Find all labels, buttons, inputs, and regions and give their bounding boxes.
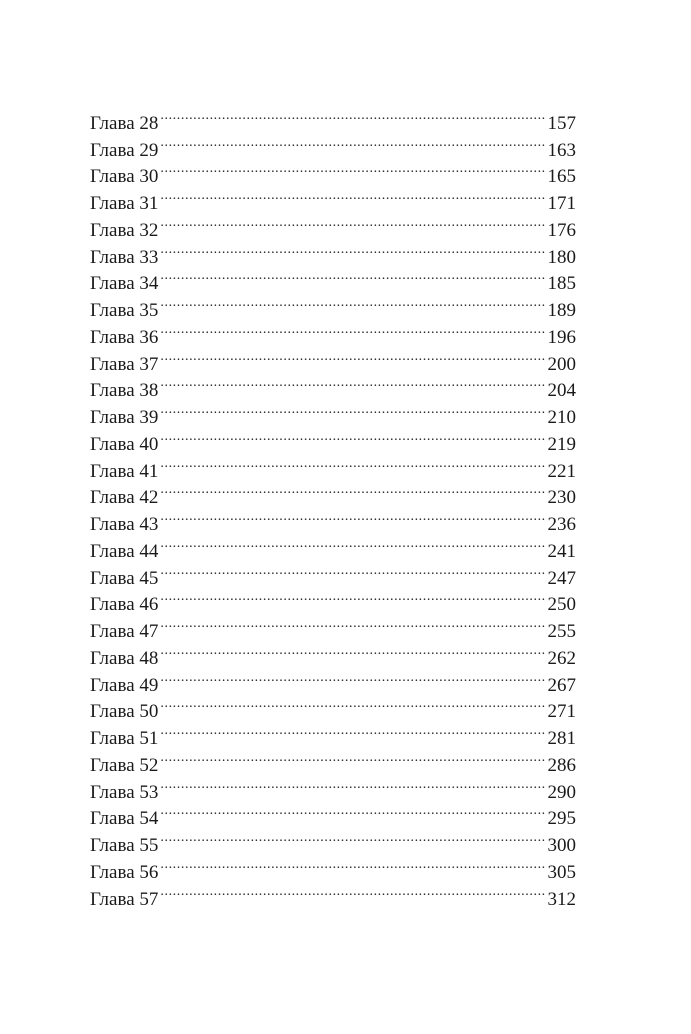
chapter-title: Глава 37 (90, 353, 159, 375)
page-number: 312 (547, 888, 576, 910)
toc-entry[interactable] (90, 182, 576, 214)
page-number: 185 (547, 273, 576, 295)
chapter-title: Глава 33 (90, 246, 159, 268)
toc-entry[interactable] (90, 102, 576, 134)
chapter-title: Глава 46 (90, 594, 159, 616)
toc-entry[interactable] (90, 691, 576, 723)
page-number: 305 (547, 861, 576, 883)
dot-leader (160, 289, 544, 316)
dot-leader (160, 771, 544, 798)
page-number: 255 (547, 621, 576, 642)
page-number: 300 (547, 835, 576, 856)
dot-leader (160, 396, 544, 423)
chapter-title: Глава 36 (90, 326, 159, 348)
dot-leader (160, 236, 544, 263)
page-number: 157 (547, 112, 576, 134)
toc-entry[interactable] (90, 664, 576, 696)
chapter-title: Глава 42 (90, 487, 159, 509)
toc-entry[interactable] (90, 289, 576, 321)
page-number: 189 (547, 300, 576, 321)
chapter-title: Глава 35 (90, 300, 159, 321)
chapter-title: Глава 43 (90, 514, 159, 535)
dot-leader (160, 824, 544, 851)
toc-entry[interactable] (90, 263, 576, 295)
page-number: 171 (547, 193, 576, 214)
dot-leader (160, 423, 544, 450)
toc-entry[interactable] (90, 236, 576, 268)
page-number: 219 (547, 433, 576, 455)
page-number: 281 (547, 728, 576, 749)
page-number: 165 (547, 166, 576, 188)
chapter-title: Глава 28 (90, 112, 159, 134)
page-number: 267 (547, 674, 576, 696)
chapter-title: Глава 48 (90, 647, 159, 669)
page-number: 236 (547, 514, 576, 535)
dot-leader (160, 557, 544, 584)
dot-leader (160, 691, 544, 718)
chapter-title: Глава 31 (90, 193, 159, 214)
toc-entry[interactable] (90, 316, 576, 348)
dot-leader (160, 343, 544, 370)
chapter-title: Глава 38 (90, 380, 159, 402)
chapter-title: Глава 51 (90, 728, 159, 749)
chapter-title: Глава 41 (90, 460, 159, 482)
page-number: 196 (547, 326, 576, 348)
dot-leader (160, 182, 544, 209)
dot-leader (160, 156, 544, 183)
chapter-title: Глава 29 (90, 139, 159, 161)
dot-leader (160, 637, 544, 664)
dot-leader (160, 102, 544, 129)
page-number: 247 (547, 567, 576, 589)
page-number: 176 (547, 219, 576, 241)
toc-entry[interactable] (90, 878, 576, 910)
dot-leader (160, 851, 544, 878)
toc-entry[interactable] (90, 370, 576, 402)
dot-leader (160, 450, 544, 477)
dot-leader (160, 717, 544, 744)
chapter-title: Глава 39 (90, 407, 159, 428)
page-number: 271 (547, 701, 576, 723)
page-number: 262 (547, 647, 576, 669)
toc-entry[interactable] (90, 530, 576, 562)
toc-entry[interactable] (90, 610, 576, 642)
chapter-title: Глава 40 (90, 433, 159, 455)
toc-entry[interactable] (90, 637, 576, 669)
chapter-title: Глава 57 (90, 888, 159, 910)
page-number: 210 (547, 407, 576, 428)
page-number: 180 (547, 246, 576, 268)
chapter-title: Глава 49 (90, 674, 159, 696)
toc-entry[interactable] (90, 156, 576, 188)
chapter-title: Глава 52 (90, 754, 159, 776)
dot-leader (160, 664, 544, 691)
page-number: 221 (547, 460, 576, 482)
toc-entry[interactable] (90, 717, 576, 749)
dot-leader (160, 530, 544, 557)
toc-entry[interactable] (90, 396, 576, 428)
dot-leader (160, 316, 544, 343)
toc-entry[interactable] (90, 584, 576, 616)
toc-entry[interactable] (90, 824, 576, 856)
page-number: 241 (547, 540, 576, 562)
toc-entry[interactable] (90, 744, 576, 776)
chapter-title: Глава 50 (90, 701, 159, 723)
chapter-title: Глава 34 (90, 273, 159, 295)
dot-leader (160, 503, 544, 530)
chapter-title: Глава 45 (90, 567, 159, 589)
toc-entry[interactable] (90, 771, 576, 803)
dot-leader (160, 209, 544, 236)
chapter-title: Глава 47 (90, 621, 159, 642)
toc-entry[interactable] (90, 450, 576, 482)
dot-leader (160, 878, 544, 905)
chapter-title: Глава 53 (90, 781, 159, 803)
dot-leader (160, 370, 544, 397)
toc-entry[interactable] (90, 343, 576, 375)
page-number: 163 (547, 139, 576, 161)
chapter-title: Глава 32 (90, 219, 159, 241)
page-number: 230 (547, 487, 576, 509)
page-number: 286 (547, 754, 576, 776)
toc-entry[interactable] (90, 851, 576, 883)
toc-entry[interactable] (90, 503, 576, 535)
chapter-title: Глава 44 (90, 540, 159, 562)
page-number: 250 (547, 594, 576, 616)
dot-leader (160, 610, 544, 637)
page-number: 290 (547, 781, 576, 803)
toc-entry[interactable] (90, 423, 576, 455)
chapter-title: Глава 54 (90, 808, 159, 830)
toc-entry[interactable] (90, 129, 576, 161)
dot-leader (160, 129, 544, 156)
dot-leader (160, 477, 544, 504)
page-number: 200 (547, 353, 576, 375)
table-of-contents (90, 102, 576, 910)
toc-entry[interactable] (90, 798, 576, 830)
page-number: 295 (547, 808, 576, 830)
dot-leader (160, 798, 544, 825)
chapter-title: Глава 30 (90, 166, 159, 188)
chapter-title: Глава 55 (90, 835, 159, 856)
toc-entry[interactable] (90, 557, 576, 589)
dot-leader (160, 744, 544, 771)
toc-entry[interactable] (90, 477, 576, 509)
toc-entry[interactable] (90, 209, 576, 241)
dot-leader (160, 584, 544, 611)
chapter-title: Глава 56 (90, 861, 159, 883)
dot-leader (160, 263, 544, 290)
page-number: 204 (547, 380, 576, 402)
